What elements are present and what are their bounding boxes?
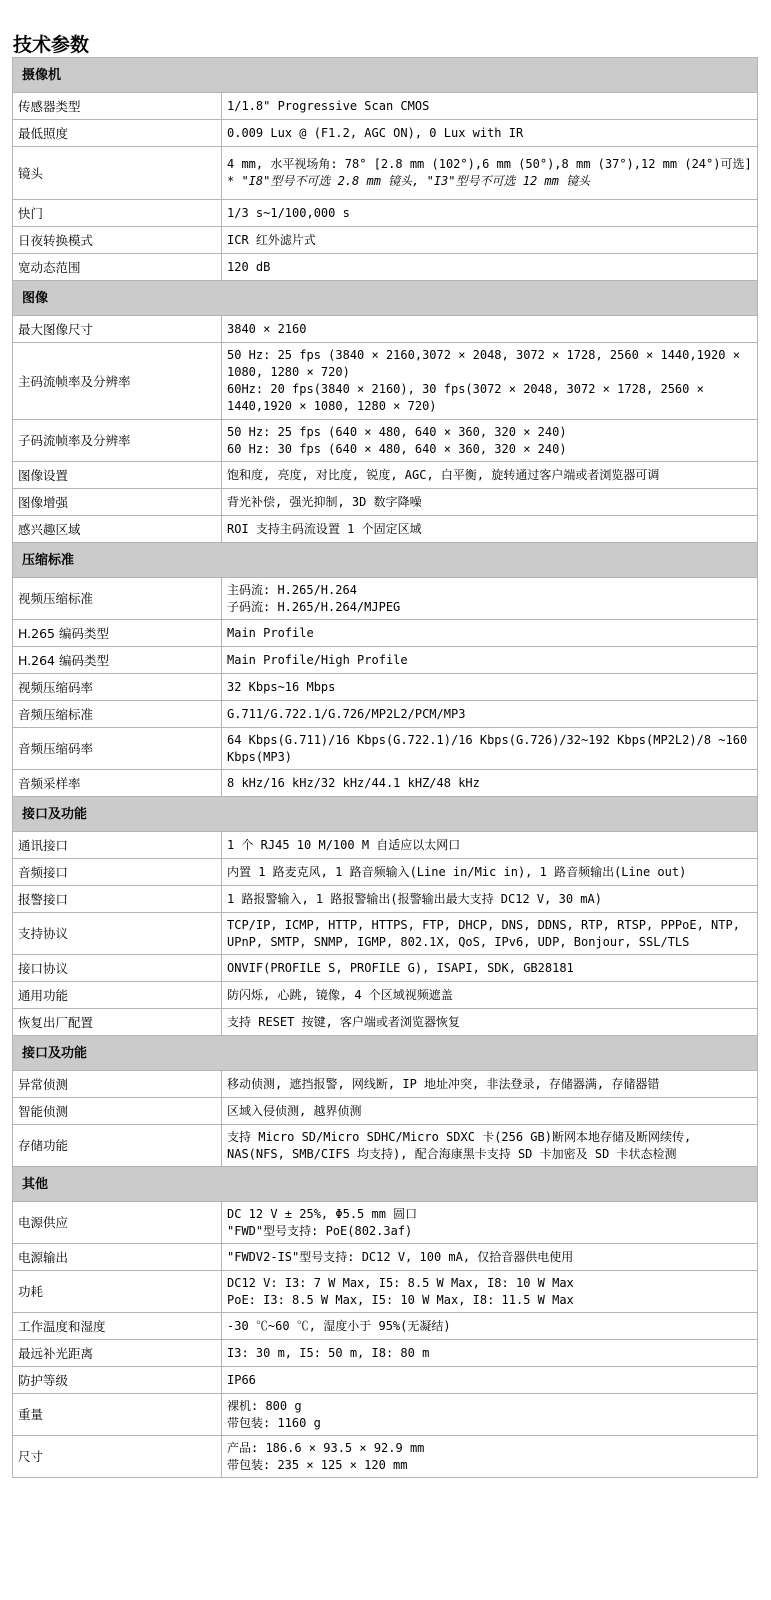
spec-value: [222, 1071, 758, 1098]
spec-value: [222, 1009, 758, 1036]
spec-value-line: 0.009 Lux @ (F1.2, AGC ON), 0 Lux with IR: [227, 125, 524, 140]
spec-value-line: 1 路报警输入, 1 路报警输出(报警输出最大支持 DC12 V, 30 mA): [227, 891, 602, 906]
spec-row: [13, 120, 758, 147]
spec-row: [13, 147, 758, 200]
spec-row: [13, 1436, 758, 1478]
spec-value-line: 支持 RESET 按键, 客户端或者浏览器恢复: [227, 1014, 461, 1029]
spec-value-line: "FWDV2-IS"型号支持: DC12 V, 100 mA, 仅拾音器供电使用: [227, 1249, 574, 1264]
spec-value: [222, 1436, 758, 1478]
spec-label: 最低照度: [13, 120, 222, 147]
spec-row: [13, 420, 758, 462]
spec-label: 防护等级: [13, 1367, 222, 1394]
section-header: [13, 58, 758, 93]
spec-row: [13, 1367, 758, 1394]
spec-value: [222, 982, 758, 1009]
spec-value-line: ONVIF(PROFILE S, PROFILE G), ISAPI, SDK, GB28181: [227, 960, 574, 975]
spec-row: [13, 489, 758, 516]
spec-value-line: 60Hz: 20 fps(3840 × 2160), 30 fps(3072 × 2048, 3072 × 1728, 2560 × 1440,1920 × 1080, 1280 × 720): [227, 382, 704, 413]
spec-value-line: 3840 × 2160: [227, 321, 307, 336]
spec-row: [13, 770, 758, 797]
spec-label: 快门: [13, 200, 222, 227]
spec-label: 图像设置: [13, 462, 222, 489]
section-header: [13, 543, 758, 578]
spec-label: 主码流帧率及分辨率: [13, 343, 222, 420]
spec-table: [12, 57, 758, 1478]
spec-value-line: Main Profile: [227, 625, 314, 640]
section-title: 摄像机: [13, 58, 758, 93]
spec-row: [13, 982, 758, 1009]
spec-row: [13, 93, 758, 120]
spec-row: [13, 886, 758, 913]
spec-row: [13, 1340, 758, 1367]
spec-label: 智能侦测: [13, 1098, 222, 1125]
section-title: 接口及功能: [13, 1036, 758, 1071]
spec-label: 镜头: [13, 147, 222, 200]
spec-label: 图像增强: [13, 489, 222, 516]
spec-row: [13, 913, 758, 955]
spec-value: [222, 227, 758, 254]
spec-row: [13, 316, 758, 343]
spec-row: [13, 227, 758, 254]
spec-value-line: 120 dB: [227, 259, 271, 274]
section-header: [13, 1167, 758, 1202]
spec-value: [222, 955, 758, 982]
spec-value: [222, 343, 758, 420]
spec-value: [222, 728, 758, 770]
spec-value: [222, 420, 758, 462]
spec-row: [13, 1098, 758, 1125]
spec-value: [222, 832, 758, 859]
spec-value-line: -30 ℃~60 ℃, 湿度小于 95%(无凝结): [227, 1318, 451, 1333]
spec-label: 功耗: [13, 1271, 222, 1313]
spec-value-line: 防闪烁, 心跳, 镜像, 4 个区域视频遮盖: [227, 987, 453, 1002]
spec-value-line: IP66: [227, 1372, 256, 1387]
spec-value-line: G.711/G.722.1/G.726/MP2L2/PCM/MP3: [227, 706, 466, 721]
spec-value-line: TCP/IP, ICMP, HTTP, HTTPS, FTP, DHCP, DNS, DDNS, RTP, RTSP, PPPoE, NTP, UPnP, SMTP, SNMP, IGMP, 802.1X, QoS, IPv6, UDP, Bonjour, SSL/TLS: [227, 917, 740, 949]
spec-label: 子码流帧率及分辨率: [13, 420, 222, 462]
spec-value: [222, 701, 758, 728]
spec-value-line: 1 个 RJ45 10 M/100 M 自适应以太网口: [227, 837, 461, 852]
spec-value-line: 支持 Micro SD/Micro SDHC/Micro SDXC 卡(256 GB)断网本地存储及断网续传, NAS(NFS, SMB/CIFS 均支持), 配合海康黑卡支持 SD 卡加密及 SD 卡状态检测: [227, 1129, 692, 1161]
spec-row: [13, 647, 758, 674]
spec-value: [222, 516, 758, 543]
spec-label: 音频接口: [13, 859, 222, 886]
spec-value-line: 主码流: H.265/H.264: [227, 582, 357, 597]
spec-value-line: ROI 支持主码流设置 1 个固定区域: [227, 521, 422, 536]
spec-value-line: 区域入侵侦测, 越界侦测: [227, 1103, 362, 1118]
section-title: 压缩标准: [13, 543, 758, 578]
spec-value: [222, 316, 758, 343]
spec-label: 最远补光距离: [13, 1340, 222, 1367]
spec-note: * "I8"型号不可选 2.8 mm 镜头, "I3"型号不可选 12 mm 镜头: [227, 174, 591, 188]
spec-label: 尺寸: [13, 1436, 222, 1478]
spec-label: 支持协议: [13, 913, 222, 955]
spec-row: [13, 1009, 758, 1036]
spec-row: [13, 200, 758, 227]
spec-row: [13, 674, 758, 701]
spec-label: 工作温度和湿度: [13, 1313, 222, 1340]
spec-label: 传感器类型: [13, 93, 222, 120]
spec-value-line: 1/3 s~1/100,000 s: [227, 205, 350, 220]
spec-value: [222, 1394, 758, 1436]
spec-value: [222, 93, 758, 120]
spec-value-line: 带包装: 1160 g: [227, 1415, 321, 1430]
spec-row: [13, 1125, 758, 1167]
spec-row: [13, 1244, 758, 1271]
spec-row: [13, 343, 758, 420]
spec-value: [222, 647, 758, 674]
spec-value-line: 饱和度, 亮度, 对比度, 锐度, AGC, 白平衡, 旋转通过客户端或者浏览器可调: [227, 467, 660, 482]
spec-row: [13, 516, 758, 543]
spec-row: [13, 728, 758, 770]
spec-value: [222, 620, 758, 647]
spec-label: 恢复出厂配置: [13, 1009, 222, 1036]
spec-value-line: 64 Kbps(G.711)/16 Kbps(G.722.1)/16 Kbps(G.726)/32~192 Kbps(MP2L2)/8 ~160 Kbps(MP3): [227, 732, 748, 764]
spec-value-line: 1/1.8" Progressive Scan CMOS: [227, 98, 430, 113]
section-title: 图像: [13, 281, 758, 316]
spec-value: [222, 1244, 758, 1271]
spec-row: [13, 1071, 758, 1098]
spec-value: [222, 1125, 758, 1167]
spec-value-line: Main Profile/High Profile: [227, 652, 408, 667]
spec-value-line: 移动侦测, 遮挡报警, 网线断, IP 地址冲突, 非法登录, 存储器满, 存储器错: [227, 1076, 660, 1091]
spec-row: [13, 1394, 758, 1436]
spec-value-line: 60 Hz: 30 fps (640 × 480, 640 × 360, 320 × 240): [227, 441, 567, 456]
spec-row: [13, 254, 758, 281]
spec-table-body: [13, 58, 758, 1478]
spec-value: [222, 674, 758, 701]
spec-value-line: 50 Hz: 25 fps (640 × 480, 640 × 360, 320 × 240): [227, 424, 567, 439]
spec-row: [13, 1271, 758, 1313]
spec-value: [222, 200, 758, 227]
spec-value: [222, 1202, 758, 1244]
spec-value: [222, 1367, 758, 1394]
spec-value-line: 32 Kbps~16 Mbps: [227, 679, 336, 694]
spec-value-line: 4 mm, 水平视场角: 78° [2.8 mm (102°),6 mm (50°),8 mm (37°),12 mm (24°)可选]: [227, 157, 752, 171]
spec-value: [222, 1340, 758, 1367]
spec-value-line: 产品: 186.6 × 93.5 × 92.9 mm: [227, 1440, 425, 1455]
section-title: 其他: [13, 1167, 758, 1202]
spec-value-line: 子码流: H.265/H.264/MJPEG: [227, 599, 401, 614]
spec-row: [13, 578, 758, 620]
spec-value-line: I3: 30 m, I5: 50 m, I8: 80 m: [227, 1345, 430, 1360]
spec-value: [222, 462, 758, 489]
section-header: [13, 1036, 758, 1071]
spec-value-line: 50 Hz: 25 fps (3840 × 2160,3072 × 2048, 3072 × 1728, 2560 × 1440,1920 × 1080, 1280 × 720): [227, 348, 740, 379]
spec-label: 异常侦测: [13, 1071, 222, 1098]
spec-value: [222, 578, 758, 620]
spec-value-line: 8 kHz/16 kHz/32 kHz/44.1 kHZ/48 kHz: [227, 775, 480, 790]
spec-value: [222, 859, 758, 886]
spec-row: [13, 620, 758, 647]
spec-label: 音频压缩标准: [13, 701, 222, 728]
section-title: 接口及功能: [13, 797, 758, 832]
spec-value-line: 裸机: 800 g: [227, 1398, 302, 1413]
spec-label: 电源输出: [13, 1244, 222, 1271]
spec-row: [13, 462, 758, 489]
spec-row: [13, 955, 758, 982]
spec-value-line: 背光补偿, 强光抑制, 3D 数字降噪: [227, 494, 422, 509]
spec-label: 重量: [13, 1394, 222, 1436]
spec-value: [222, 1271, 758, 1313]
spec-row: [13, 859, 758, 886]
spec-row: [13, 1313, 758, 1340]
spec-label: 存储功能: [13, 1125, 222, 1167]
spec-value: [222, 120, 758, 147]
section-header: [13, 281, 758, 316]
spec-value: [222, 1313, 758, 1340]
spec-value: [222, 1098, 758, 1125]
spec-value: [222, 254, 758, 281]
spec-label: 通用功能: [13, 982, 222, 1009]
spec-value: [222, 770, 758, 797]
spec-label: 感兴趣区域: [13, 516, 222, 543]
spec-label: 通讯接口: [13, 832, 222, 859]
spec-label: 接口协议: [13, 955, 222, 982]
spec-value: [222, 489, 758, 516]
spec-label: 视频压缩码率: [13, 674, 222, 701]
spec-value-line: DC 12 V ± 25%, Φ5.5 mm 圆口: [227, 1206, 418, 1221]
spec-label: 报警接口: [13, 886, 222, 913]
spec-value-line: 内置 1 路麦克风, 1 路音频输入(Line in/Mic in), 1 路音频输出(Line out): [227, 864, 687, 879]
spec-label: H.264 编码类型: [13, 647, 222, 674]
spec-value: [222, 913, 758, 955]
spec-value-line: DC12 V: I3: 7 W Max, I5: 8.5 W Max, I8: 10 W Max: [227, 1275, 574, 1290]
spec-value-line: 带包装: 235 × 125 × 120 mm: [227, 1457, 408, 1472]
spec-value: [222, 147, 758, 200]
spec-label: 音频压缩码率: [13, 728, 222, 770]
spec-label: 电源供应: [13, 1202, 222, 1244]
spec-label: 最大图像尺寸: [13, 316, 222, 343]
spec-value-line: ICR 红外滤片式: [227, 232, 316, 247]
spec-row: [13, 1202, 758, 1244]
section-header: [13, 797, 758, 832]
spec-label: 宽动态范围: [13, 254, 222, 281]
page-title: 技术参数: [13, 34, 90, 56]
spec-value-line: "FWD"型号支持: PoE(802.3af): [227, 1223, 413, 1238]
spec-label: 日夜转换模式: [13, 227, 222, 254]
spec-value-line: PoE: I3: 8.5 W Max, I5: 10 W Max, I8: 11.5 W Max: [227, 1292, 574, 1307]
spec-label: 视频压缩标准: [13, 578, 222, 620]
spec-label: 音频采样率: [13, 770, 222, 797]
spec-label: H.265 编码类型: [13, 620, 222, 647]
spec-value: [222, 886, 758, 913]
spec-row: [13, 701, 758, 728]
spec-row: [13, 832, 758, 859]
